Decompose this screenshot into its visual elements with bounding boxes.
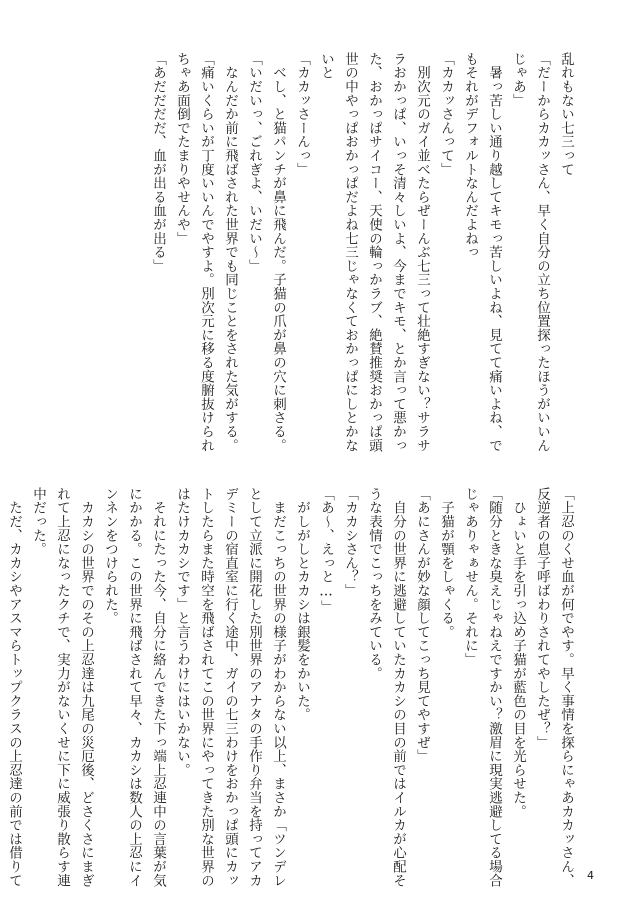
text-line: にかかる。この世界に飛ばされて早々、カカシは数人の上忍にイ [126, 487, 142, 888]
text-line: 「だーからカカッさん、早く自分の立ち位置探ったほうがいいん [534, 52, 550, 453]
text-line: じゃあ」 [510, 52, 526, 108]
text-line: た、おかっぱサイコー、天使の輪っかラブ、絶賛推奨おかっぱ頭 [366, 52, 382, 453]
text-line: 「あ～、えっと…」 [318, 487, 334, 614]
text-line: 世の中やっぱおかっぱだよね七三じゃなくておかっぱにしとかな [342, 52, 358, 453]
text-line: なんだか前に飛ばされた世界でも同じことをされた気がする。 [222, 52, 238, 453]
text-line: 子猫が顎をしゃくる。 [438, 487, 454, 639]
text-line: 「随分ときな臭えじゃねえですかい？激眉に現実逃避してる場合 [486, 487, 502, 888]
page-number: 4 [587, 869, 594, 882]
text-line: 反逆者の息子呼ばわりされてやしたぜ？」 [534, 487, 550, 750]
text-line: 「カカッさんって」 [438, 52, 454, 177]
text-line: 中だった。 [30, 487, 46, 556]
text-line: いと [318, 52, 334, 80]
text-line: れて上忍になったクチで、実力がないくせに下に威張り散らす連 [54, 487, 70, 888]
text-line: 暑っ苦しい通り越してキモっ苦しいよね、見てて痛いよね、で [486, 52, 502, 453]
text-line: うな表情でこっちをみている。 [366, 487, 382, 681]
text-line: ちゃあ面倒でたまりやせんや」 [174, 52, 190, 246]
text-line: ただ、カカシやアスマらトップクラスの上忍達の前では借りて [6, 487, 22, 888]
text-line: それにたった今、自分に絡んできた下っ端上忍連中の言葉が気 [150, 487, 166, 888]
text-line: 別次元のガイ並べたらぜーんぶ七三って壮絶すぎない？サラサ [414, 52, 430, 453]
text-line: べし、と猫パンチが鼻に飛んだ。子猫の爪が鼻の穴に刺さる。 [270, 52, 286, 453]
lower-text-block [2, 487, 578, 888]
text-line: トしたらまた時空を飛ばされてこの世界にやってきた別な世界の [198, 487, 214, 888]
text-line: 「カカッさーんっ」 [294, 52, 310, 177]
text-line: もそれがデフォルトなんだよねっ [462, 52, 478, 259]
text-line: デミーの宿直室に行く途中、ガイの七三わけをおかっぱ頭にカッ [222, 487, 238, 888]
text-line: がしがしとカカシは銀髪をかいた。 [294, 487, 310, 722]
text-line: 「あにさんが妙な顔してこっち見てやすぜ」 [414, 487, 430, 763]
text-line: 「いだいっ、ごれぎよ、いだい～」 [246, 52, 262, 273]
text-line: ラおかっぱ、いっそ清々しいよ、今までキモ、とか言って悪かっ [390, 52, 406, 453]
text-line: 自分の世界に逃避していたカカシの目の前ではイルカが心配そ [390, 487, 406, 888]
text-line: はたけカカシです」と言うわけにはいかない。 [174, 487, 190, 777]
text-line: 「カカシさん？」 [342, 487, 358, 598]
text-line: カカシの世界でのその上忍達は九尾の災厄後、どさくさにまぎ [78, 487, 94, 888]
text-line: じゃありゃぁせん。それに」 [462, 487, 478, 667]
text-line: 「あだだだだ、血が出る血が出る」 [150, 52, 166, 273]
text-line: まだこっちの世界の様子がわからない以上、まさか「ツンデレ [270, 487, 286, 888]
upper-text-block [146, 52, 578, 453]
text-line: ひょいと手を引っ込め子猫が藍色の目を光らせた。 [510, 487, 526, 819]
text-line: ンネンをつけられた。 [102, 487, 118, 625]
text-line: 「上忍のくせ血が何でやす。早く事情を探らにゃあカカッさん、 [558, 487, 574, 888]
text-line: 乱れもない七三って [558, 52, 574, 177]
text-line: 「痛いくらいが丁度いいんでやすよ。別次元に移る度腑抜けられ [198, 52, 214, 453]
text-line: として立派に開花した別世界のアナタの手作り弁当を持ってアカ [246, 487, 262, 888]
